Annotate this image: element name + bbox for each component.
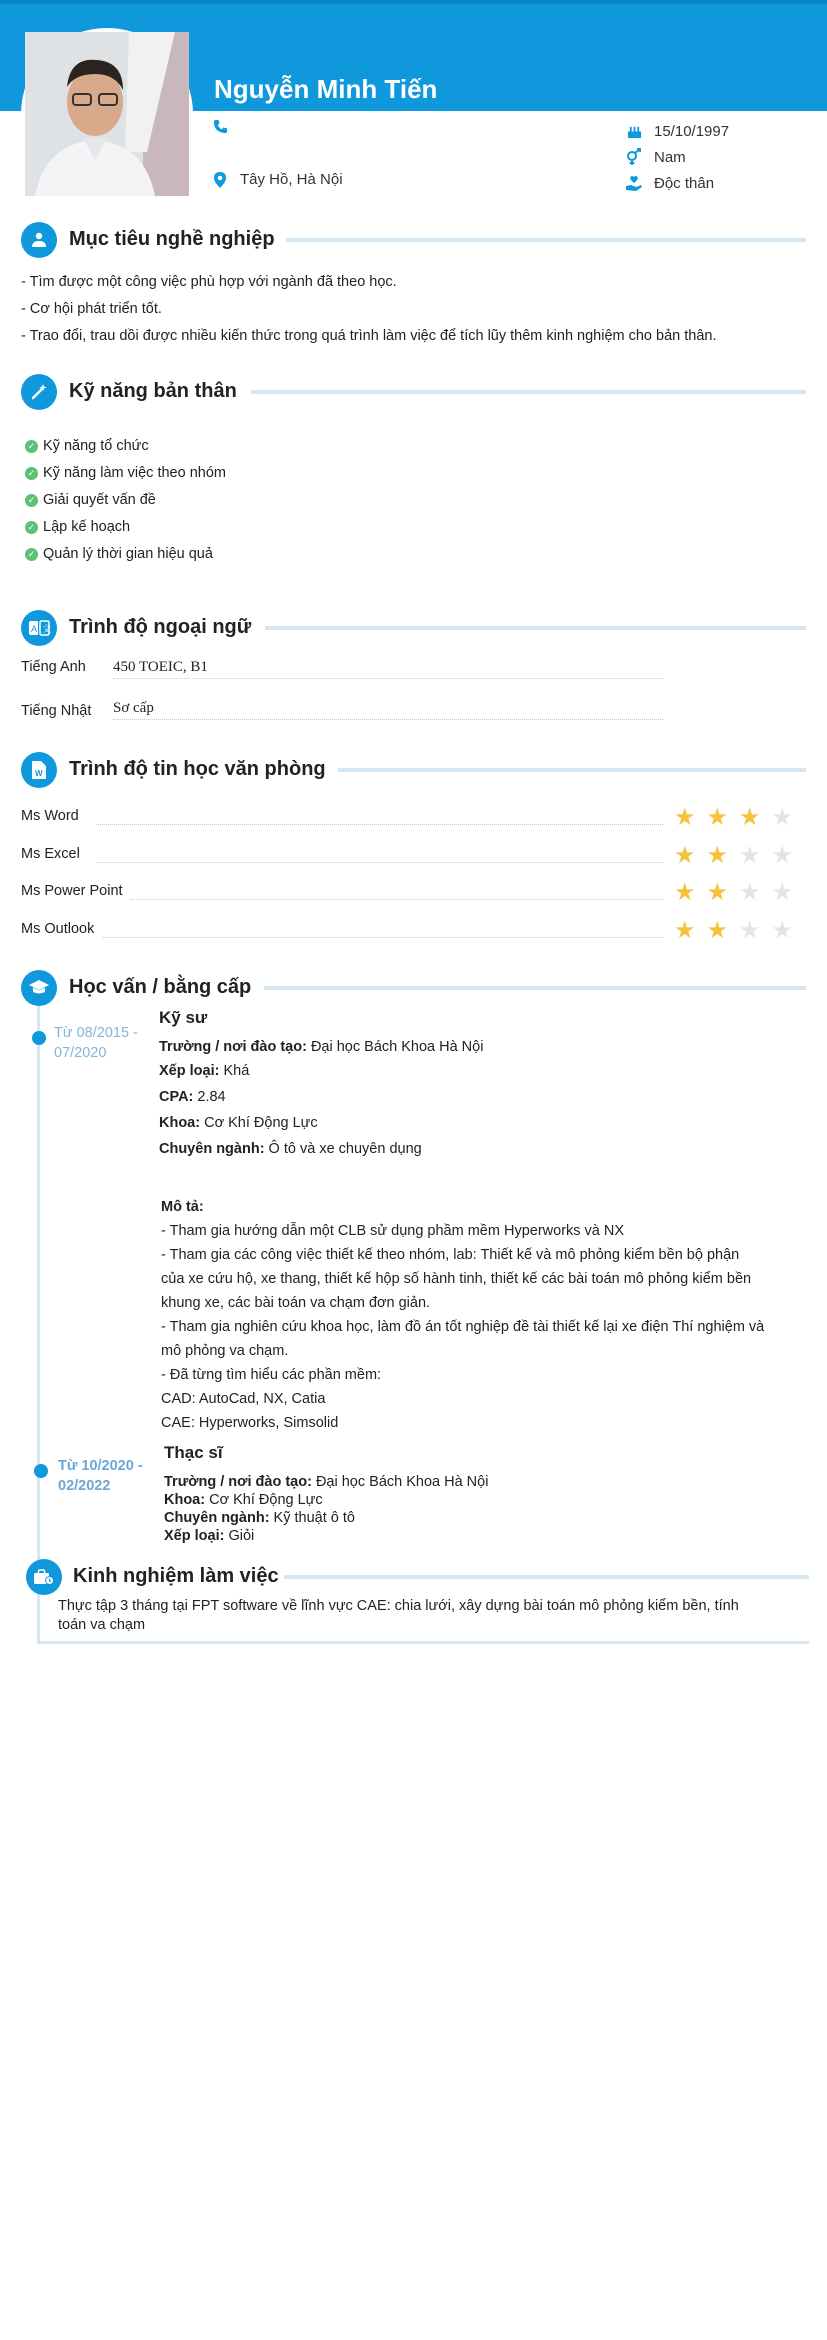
svg-text:文: 文 xyxy=(42,624,52,634)
office-row xyxy=(96,808,663,825)
candidate-name: Nguyễn Minh Tiến xyxy=(214,74,438,104)
svg-text:A: A xyxy=(31,624,38,634)
briefcase-icon xyxy=(26,1559,62,1595)
timeline-dot xyxy=(32,1031,46,1045)
objective-line-3: - Trao đổi, trau dồi được nhiều kiến thức trong quá trình làm việc để tích lũy thêm kinh nghiệm cho bản thân. xyxy=(21,328,717,344)
graduation-cap-icon xyxy=(21,970,57,1006)
star-filled-icon: ★ xyxy=(739,804,761,831)
check-icon: ✓ xyxy=(25,440,38,453)
skills-title: Kỹ năng bản thân xyxy=(69,380,237,402)
phone-icon xyxy=(212,118,228,134)
office-label: Ms Power Point xyxy=(21,883,123,899)
svg-text:W: W xyxy=(35,769,43,778)
section-divider xyxy=(251,390,806,394)
phone-row xyxy=(212,118,240,134)
objective-line-1: - Tìm được một công việc phù hợp với ngành đã theo học. xyxy=(21,274,397,290)
rating-stars xyxy=(674,881,804,905)
star-filled-icon: ★ xyxy=(674,804,696,831)
degree-title: Thạc sĩ xyxy=(164,1443,223,1462)
cpa-row: CPA: 2.84 xyxy=(159,1089,226,1105)
address-row xyxy=(212,171,343,188)
language-label: Tiếng Anh xyxy=(21,659,86,675)
skill-item: ✓ Kỹ năng làm việc theo nhóm xyxy=(25,465,226,481)
education-date: Từ 08/2015 - 07/2020 xyxy=(54,1025,138,1061)
skill-item: ✓ Lập kế hoạch xyxy=(25,519,130,535)
target-user-icon xyxy=(21,222,57,258)
skill-item: ✓ Giải quyết vấn đề xyxy=(25,492,156,508)
section-divider xyxy=(264,986,806,990)
objective-line-2: - Cơ hội phát triển tốt. xyxy=(21,301,162,317)
degree-title: Kỹ sư xyxy=(159,1008,208,1027)
star-empty-icon: ★ xyxy=(739,842,761,869)
star-empty-icon: ★ xyxy=(739,879,761,906)
avatar xyxy=(21,28,193,200)
birthday-value: 15/10/1997 xyxy=(654,123,730,140)
marital-value: Độc thân xyxy=(654,175,715,192)
check-icon: ✓ xyxy=(25,521,38,534)
section-divider xyxy=(286,238,806,242)
rank-row: Xếp loại: Khá xyxy=(159,1063,250,1079)
star-filled-icon: ★ xyxy=(674,879,696,906)
star-filled-icon: ★ xyxy=(674,842,696,869)
experience-line-1: Thực tập 3 tháng tại FPT software về lĩnh vực CAE: chia lưới, xây dựng bài toán mô phỏng kiểm bền, tính xyxy=(58,1598,739,1614)
language-row xyxy=(113,699,663,720)
rank-row: Xếp loại: Giỏi xyxy=(164,1528,255,1544)
check-icon: ✓ xyxy=(25,548,38,561)
office-row xyxy=(96,846,663,863)
translate-icon xyxy=(21,610,57,646)
major-row: Chuyên ngành: Ô tô và xe chuyên dụng xyxy=(159,1141,422,1157)
star-filled-icon: ★ xyxy=(674,917,696,944)
star-filled-icon: ★ xyxy=(706,879,729,906)
office-label: Ms Outlook xyxy=(21,921,95,937)
education-title: Học vấn / bằng cấp xyxy=(69,976,252,998)
office-label: Ms Excel xyxy=(21,846,80,862)
hand-heart-icon xyxy=(626,176,642,192)
rating-stars xyxy=(674,806,804,830)
timeline-line xyxy=(37,988,40,1644)
office-title: Trình độ tin học văn phòng xyxy=(69,758,326,780)
objective-title: Mục tiêu nghề nghiệp xyxy=(69,228,275,250)
education-date: Từ 10/2020 - 02/2022 xyxy=(58,1458,143,1494)
section-divider xyxy=(265,626,806,630)
rating-stars xyxy=(674,919,804,943)
skill-item: ✓ Quản lý thời gian hiệu quả xyxy=(25,546,213,562)
rating-stars xyxy=(674,844,804,868)
magic-wand-icon xyxy=(21,374,57,410)
office-label: Ms Word xyxy=(21,808,79,824)
location-pin-icon xyxy=(212,172,228,188)
language-row xyxy=(113,658,663,679)
birthday-row xyxy=(626,123,729,140)
gender-value: Nam xyxy=(654,149,686,166)
star-filled-icon: ★ xyxy=(706,804,729,831)
office-row xyxy=(103,921,663,938)
faculty-row: Khoa: Cơ Khí Động Lực xyxy=(159,1115,318,1131)
birthday-cake-icon xyxy=(626,124,642,140)
faculty-row: Khoa: Cơ Khí Động Lực xyxy=(164,1492,323,1508)
check-icon: ✓ xyxy=(25,467,38,480)
languages-title: Trình độ ngoại ngữ xyxy=(69,616,252,638)
language-label: Tiếng Nhật xyxy=(21,703,92,719)
star-empty-icon: ★ xyxy=(771,879,794,906)
document-icon xyxy=(21,752,57,788)
section-divider xyxy=(338,768,806,772)
address-value: Tây Hồ, Hà Nội xyxy=(240,171,343,188)
skill-item: ✓ Kỹ năng tổ chức xyxy=(25,438,149,454)
experience-title: Kinh nghiệm làm việc xyxy=(73,1565,279,1587)
star-filled-icon: ★ xyxy=(706,917,729,944)
star-empty-icon: ★ xyxy=(771,842,794,869)
check-icon: ✓ xyxy=(25,494,38,507)
major-row: Chuyên ngành: Kỹ thuật ô tô xyxy=(164,1510,355,1526)
section-divider xyxy=(284,1575,809,1579)
gender-row xyxy=(626,149,686,166)
star-empty-icon: ★ xyxy=(771,917,794,944)
star-empty-icon: ★ xyxy=(771,804,794,831)
school-row: Trường / nơi đào tạo: Đại học Bách Khoa Hà Nội xyxy=(164,1474,489,1490)
experience-line-2: toán va chạm xyxy=(58,1617,146,1633)
marital-row xyxy=(626,175,714,192)
language-value: Sơ cấp xyxy=(113,700,154,716)
school-row: Trường / nơi đào tạo: Đại học Bách Khoa Hà Nội xyxy=(159,1039,484,1055)
timeline-dot xyxy=(34,1464,48,1478)
timeline-bottom-line xyxy=(37,1641,809,1644)
language-value: 450 TOEIC, B1 xyxy=(113,659,208,675)
star-filled-icon: ★ xyxy=(706,842,729,869)
office-row xyxy=(130,883,663,900)
gender-icon xyxy=(626,150,642,166)
star-empty-icon: ★ xyxy=(739,917,761,944)
education-description: Mô tả: - Tham gia hướng dẫn một CLB sử dụng phầm mềm Hyperworks và NX - Tham gia các công việc thiết kế theo nhóm, lab: Thiết kế và mô phỏng kiểm bền bộ phận của xe cứu hộ, xe thang, thiết kế hộp số hành tinh, thiết kế các bài toán mô phỏng kiểm bền khung xe, các bài toán va chạm đơn giản. - Tham gia nghiên cứu khoa học, làm đồ án tốt nghiệp đề tài thiết kế lại xe điện Thí nghiệm và mô phỏng va chạm. - Đã từng tìm hiểu các phần mềm: CAD: AutoCad, NX, Catia CAE: Hyperworks, Simsolid xyxy=(161,1199,765,1431)
